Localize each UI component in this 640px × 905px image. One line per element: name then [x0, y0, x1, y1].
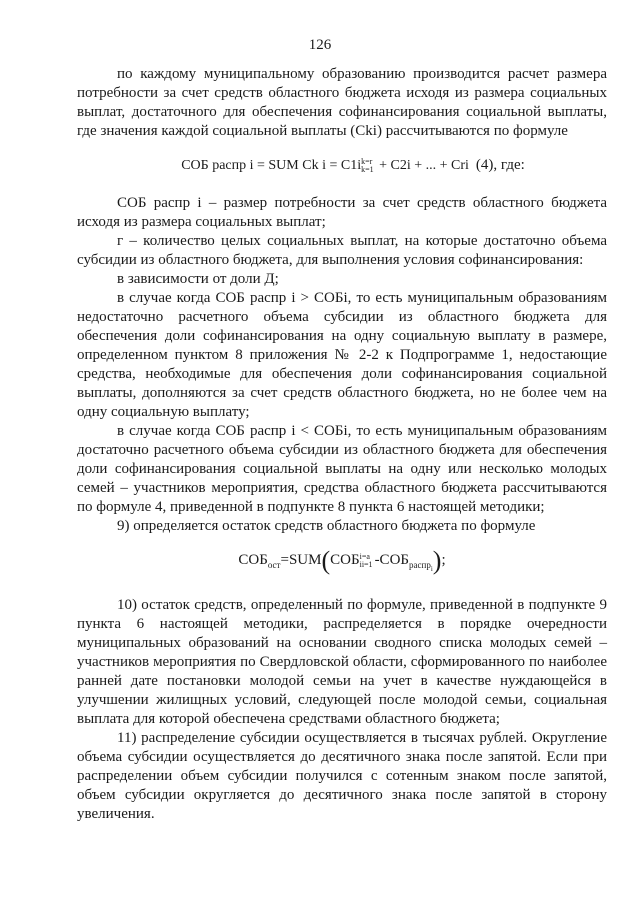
formula-remainder-close-paren: ): [432, 546, 442, 576]
formula-remainder: [77, 546, 607, 579]
formula-4-lower-limit: k=1: [361, 164, 374, 174]
paragraph-item-10: 10) остаток средств, определенный по формуле, приведенной в подпункте 9 пункта 6 настоящей методики, распределяется в порядке очередности муниципальных образований на основании сводного списка молодых семей – участников мероприятия по Свердловской области, сформированного по наиболее ранней дате постановки молодой семьи на учет в качестве нуждающейся в улучшении жилищных условий, следующей после молодой семьи, социальная выплата для которой обеспечена средствами областного бюджета;: [77, 596, 607, 727]
formula-remainder-sum: =SUM: [280, 552, 322, 568]
formula-remainder-end: ;: [441, 552, 446, 568]
formula-remainder-lhs-sub: ост: [267, 560, 281, 570]
paragraph-case-greater: в случае когда СОБ распр i > СОБi, то есть муниципальным образованиям недостаточно расчетного объема субсидии из областного бюджета для обеспечения доли софинансирования на одну социальную выплату в размере, определенном пунктом 8 приложения № 2-2 к Подпрограмме 1, недостающие средства, необходимые для обеспечения доли софинансирования социальной выплаты, дополняются за счет средств областного бюджета, но не более чем на одну социальную выплату;: [77, 290, 607, 420]
page-number: 126: [308, 37, 332, 53]
paragraph-item-11: 11) распределение субсидии осуществляется в тысячах рублей. Округление объема субсидии осуществляется до десятичного знака после запятой. Если при распределении объем субсидии получился с сотенным знаком после запятой, объем субсидии округляется до десятичного знака после запятой в сторону увеличения.: [77, 729, 607, 822]
paragraph-share-condition: в зависимости от доли Д;: [117, 271, 279, 287]
formula-4-lhs: СОБ распр i: [181, 158, 254, 173]
formula-remainder-minus-sub-text: распр: [409, 560, 431, 570]
formula-4: [77, 156, 607, 175]
paragraph-item-9: 9) определяется остаток средств областного бюджета по формуле: [117, 518, 536, 534]
formula-remainder-minus-sub: [409, 560, 433, 573]
paragraph-intro: по каждому муниципальному образованию производится расчет размера потребности за счет средств областного бюджета исходя из размера социальных выплат, достаточного для обеспечения софинансирования социальной выплаты, где значения каждой социальной выплаты (Cki) рассчитываются по формуле: [77, 66, 607, 139]
formula-4-sum: = SUM Ck i = C1i: [253, 158, 362, 173]
formula-remainder-minus: -СОБ: [374, 552, 410, 568]
formula-4-upper-limit: k=r: [361, 156, 373, 166]
formula-4-reference: (4), где:: [475, 157, 525, 173]
formula-remainder-lower-limit: ii=1: [359, 559, 373, 569]
formula-remainder-lhs: СОБ: [238, 552, 268, 568]
paragraph-case-less: в случае когда СОБ распр i < СОБi, то есть муниципальным образованиям достаточно расчетного объема субсидии из областного бюджета для обеспечения доли софинансирования социальной выплаты на одну или несколько молодых семей – участников мероприятия, средства областного бюджета рассчитываются по формуле 4, приведенной в подпункте 8 пункта 6 настоящей методики;: [77, 423, 607, 515]
formula-remainder-upper-limit: i=a: [359, 551, 370, 561]
formula-4-limits: [361, 158, 374, 174]
document-body: [77, 65, 607, 824]
formula-remainder-open-paren: (: [321, 546, 331, 576]
formula-4-terms: + C2i + ... + Cri: [375, 158, 469, 173]
paragraph-r-definition: г – количество целых социальных выплат, на которые достаточно объема субсидии из областного бюджета, для выполнения условия софинансирования:: [77, 233, 607, 268]
formula-remainder-limits: [360, 553, 373, 569]
formula-remainder-minus-sub-index: i: [430, 564, 433, 573]
formula-remainder-term: СОБ: [330, 552, 360, 568]
paragraph-sob-definition: СОБ распр i – размер потребности за счет средств областного бюджета исходя из размера социальных выплат;: [77, 195, 607, 230]
